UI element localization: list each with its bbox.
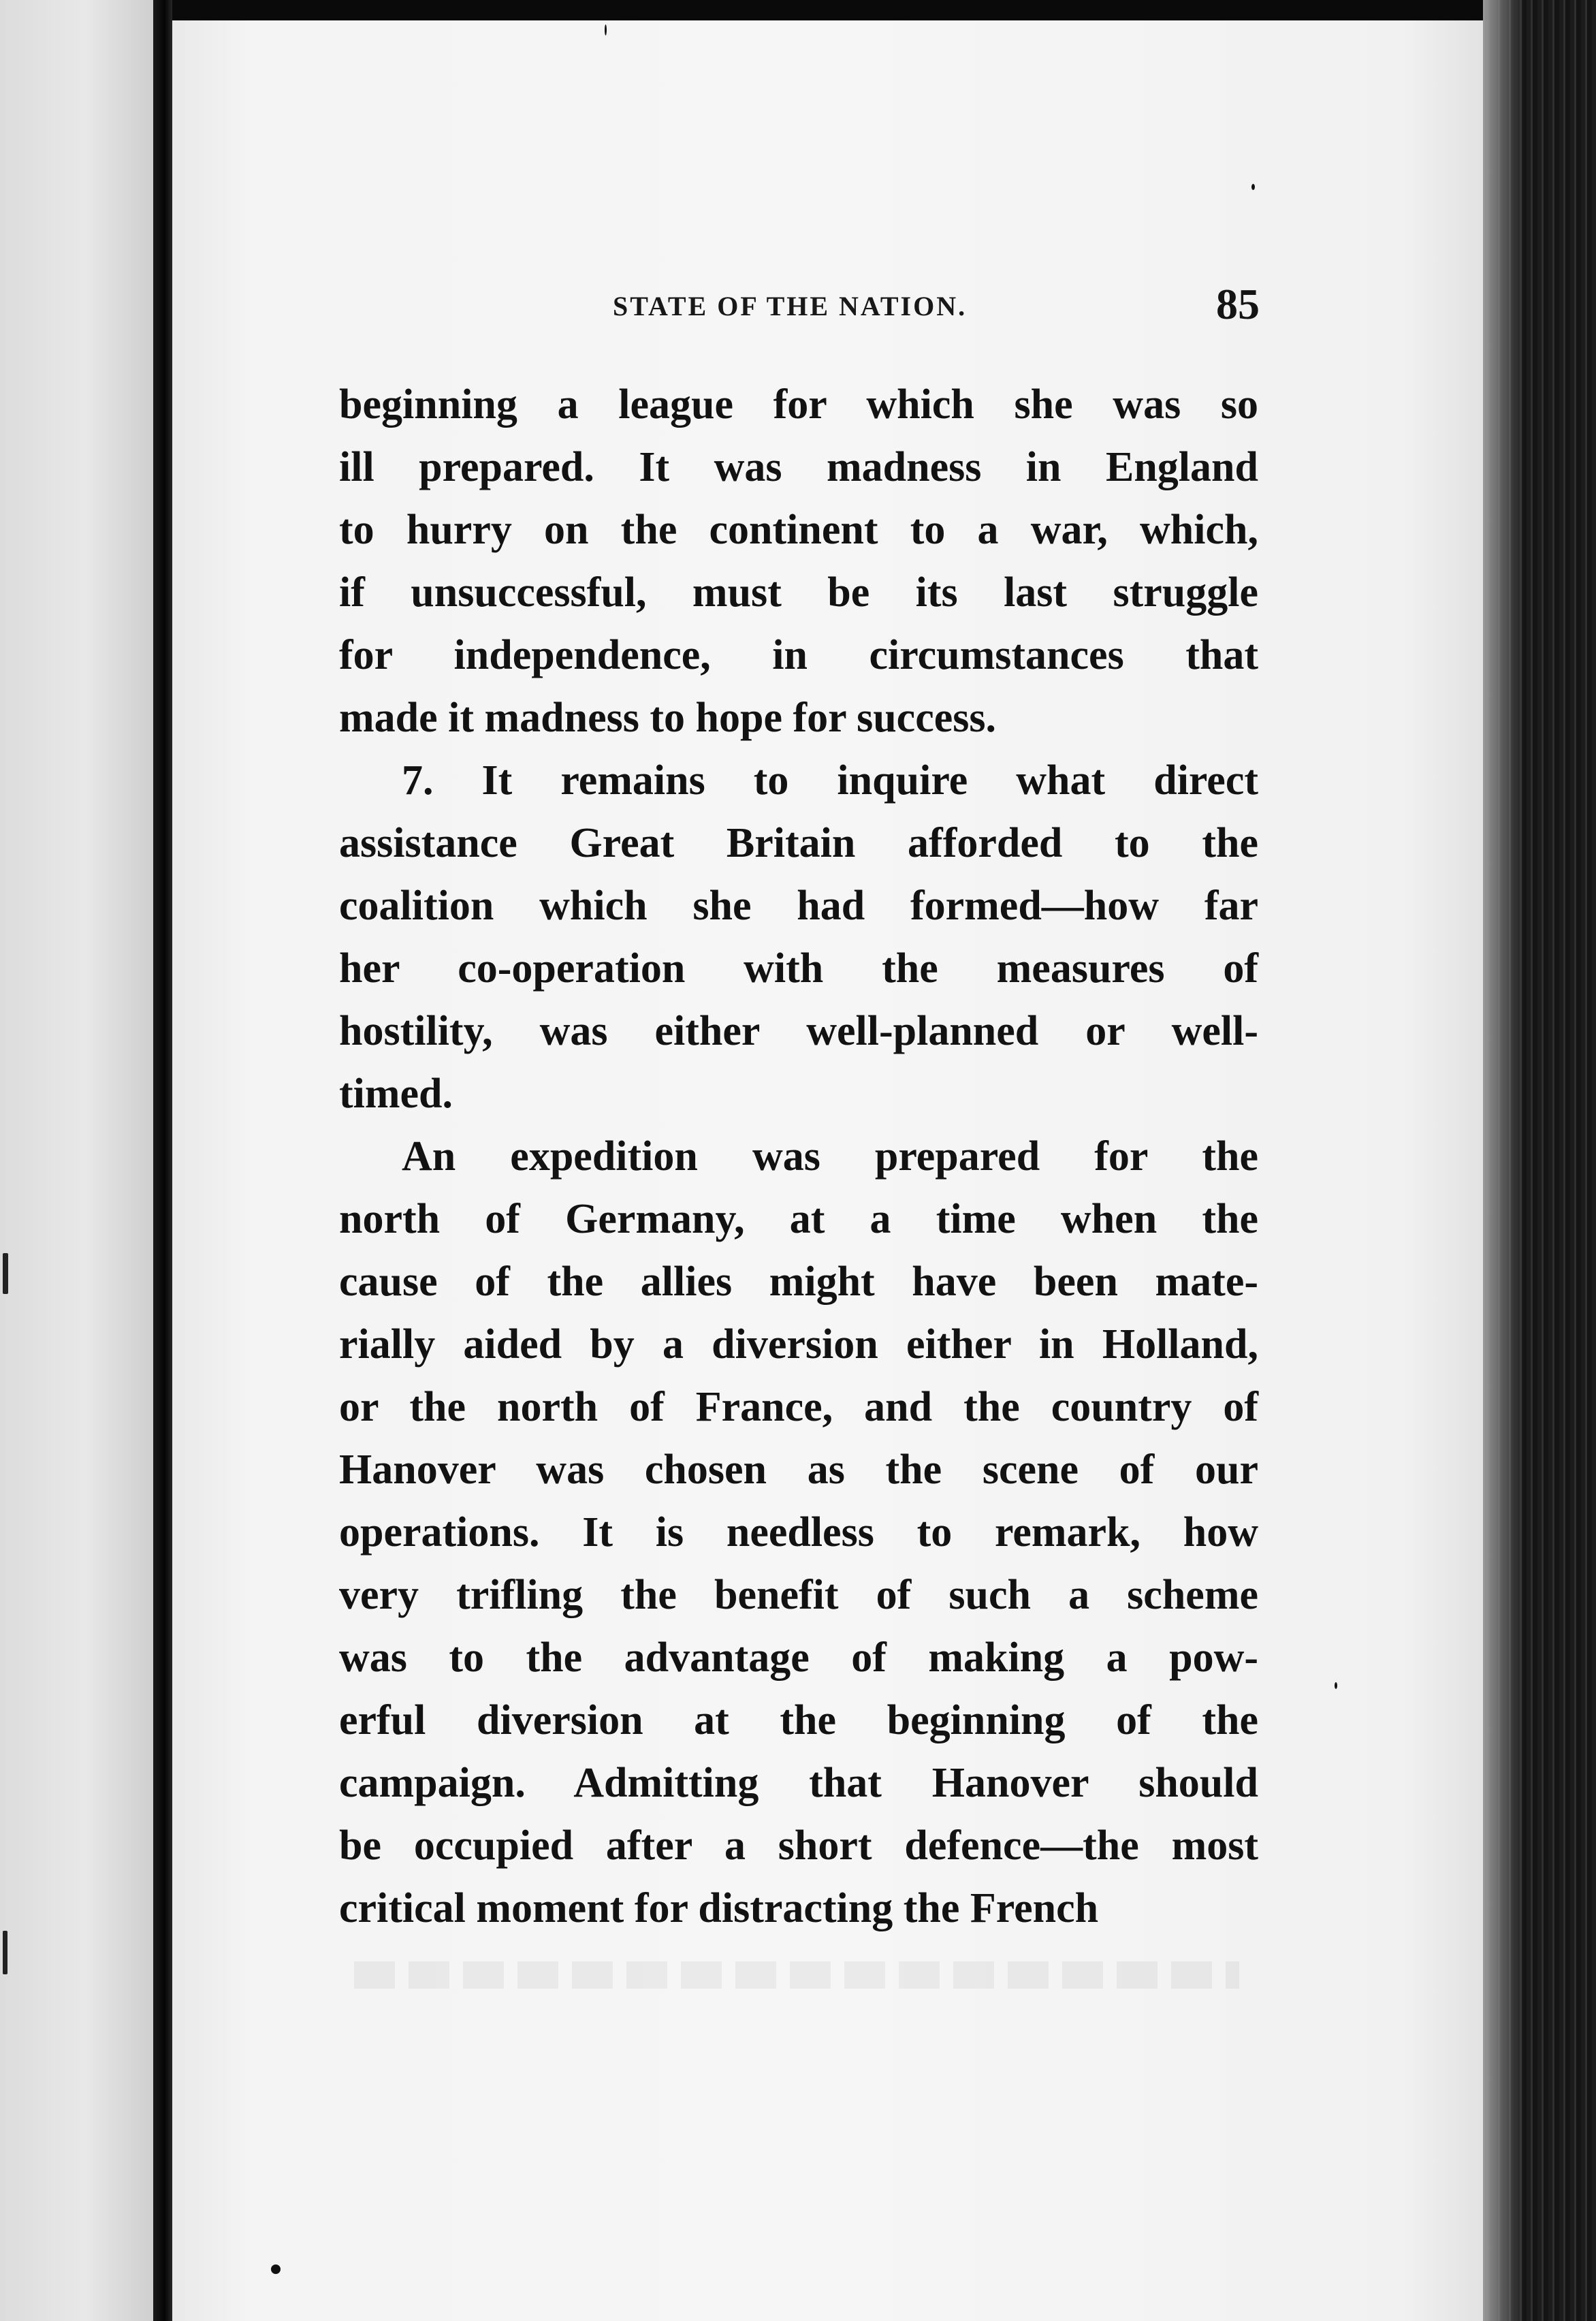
text-line: timed. bbox=[339, 1071, 453, 1117]
text-line: be occupied after a short defence—the most bbox=[339, 1822, 1258, 1869]
text-line: for independence, in circumstances that bbox=[339, 632, 1258, 678]
page-stack-shadow bbox=[1483, 0, 1524, 2321]
text-line: or the north of France, and the country of bbox=[339, 1384, 1258, 1430]
text-line: operations. It is needless to remark, how bbox=[339, 1509, 1258, 1556]
page-stack-edge bbox=[1483, 0, 1596, 2321]
text-line: rially aided by a diversion either in Holland, bbox=[339, 1321, 1258, 1368]
page-number: 85 bbox=[1216, 280, 1260, 328]
text-line: made it madness to hope for success. bbox=[339, 695, 996, 741]
text-line: very trifling the benefit of such a scheme bbox=[339, 1572, 1258, 1618]
text-line: ill prepared. It was madness in England bbox=[339, 444, 1258, 490]
text-line: assistance Great Britain afforded to the bbox=[339, 820, 1258, 866]
ink-speck bbox=[605, 25, 607, 35]
page-header bbox=[613, 280, 1260, 332]
ink-speck bbox=[271, 2264, 281, 2274]
text-line: beginning a league for which she was so bbox=[339, 381, 1258, 428]
text-line: her co-operation with the measures of bbox=[339, 945, 1258, 992]
text-line: campaign. Admitting that Hanover should bbox=[339, 1760, 1258, 1806]
ink-speck bbox=[1335, 1682, 1337, 1689]
ink-speck bbox=[1251, 184, 1255, 190]
text-line: critical moment for distracting the French bbox=[339, 1885, 1099, 1931]
text-line: 7. It remains to inquire what direct bbox=[402, 757, 1258, 804]
text-line: cause of the allies might have been mate- bbox=[339, 1259, 1258, 1305]
text-line: was to the advantage of making a pow- bbox=[339, 1635, 1258, 1681]
text-line: hostility, was either well-planned or well- bbox=[339, 1008, 1258, 1054]
text-line: coalition which she had formed—how far bbox=[339, 883, 1258, 929]
running-head: STATE OF THE NATION. bbox=[613, 291, 968, 321]
show-through-text bbox=[354, 1961, 1239, 1989]
facing-page-edge bbox=[0, 0, 153, 2321]
text-line: north of Germany, at a time when the bbox=[339, 1196, 1258, 1242]
body-text bbox=[339, 373, 1258, 1940]
text-line: erful diversion at the beginning of the bbox=[339, 1697, 1258, 1743]
text-line: to hurry on the continent to a war, which, bbox=[339, 507, 1258, 553]
text-line: An expedition was prepared for the bbox=[402, 1133, 1258, 1180]
facing-page-mark bbox=[3, 1253, 8, 1294]
book-gutter bbox=[153, 0, 172, 2321]
text-line: if unsuccessful, must be its last struggle bbox=[339, 569, 1258, 616]
facing-page-mark bbox=[3, 1931, 7, 1974]
text-line: Hanover was chosen as the scene of our bbox=[339, 1447, 1258, 1493]
